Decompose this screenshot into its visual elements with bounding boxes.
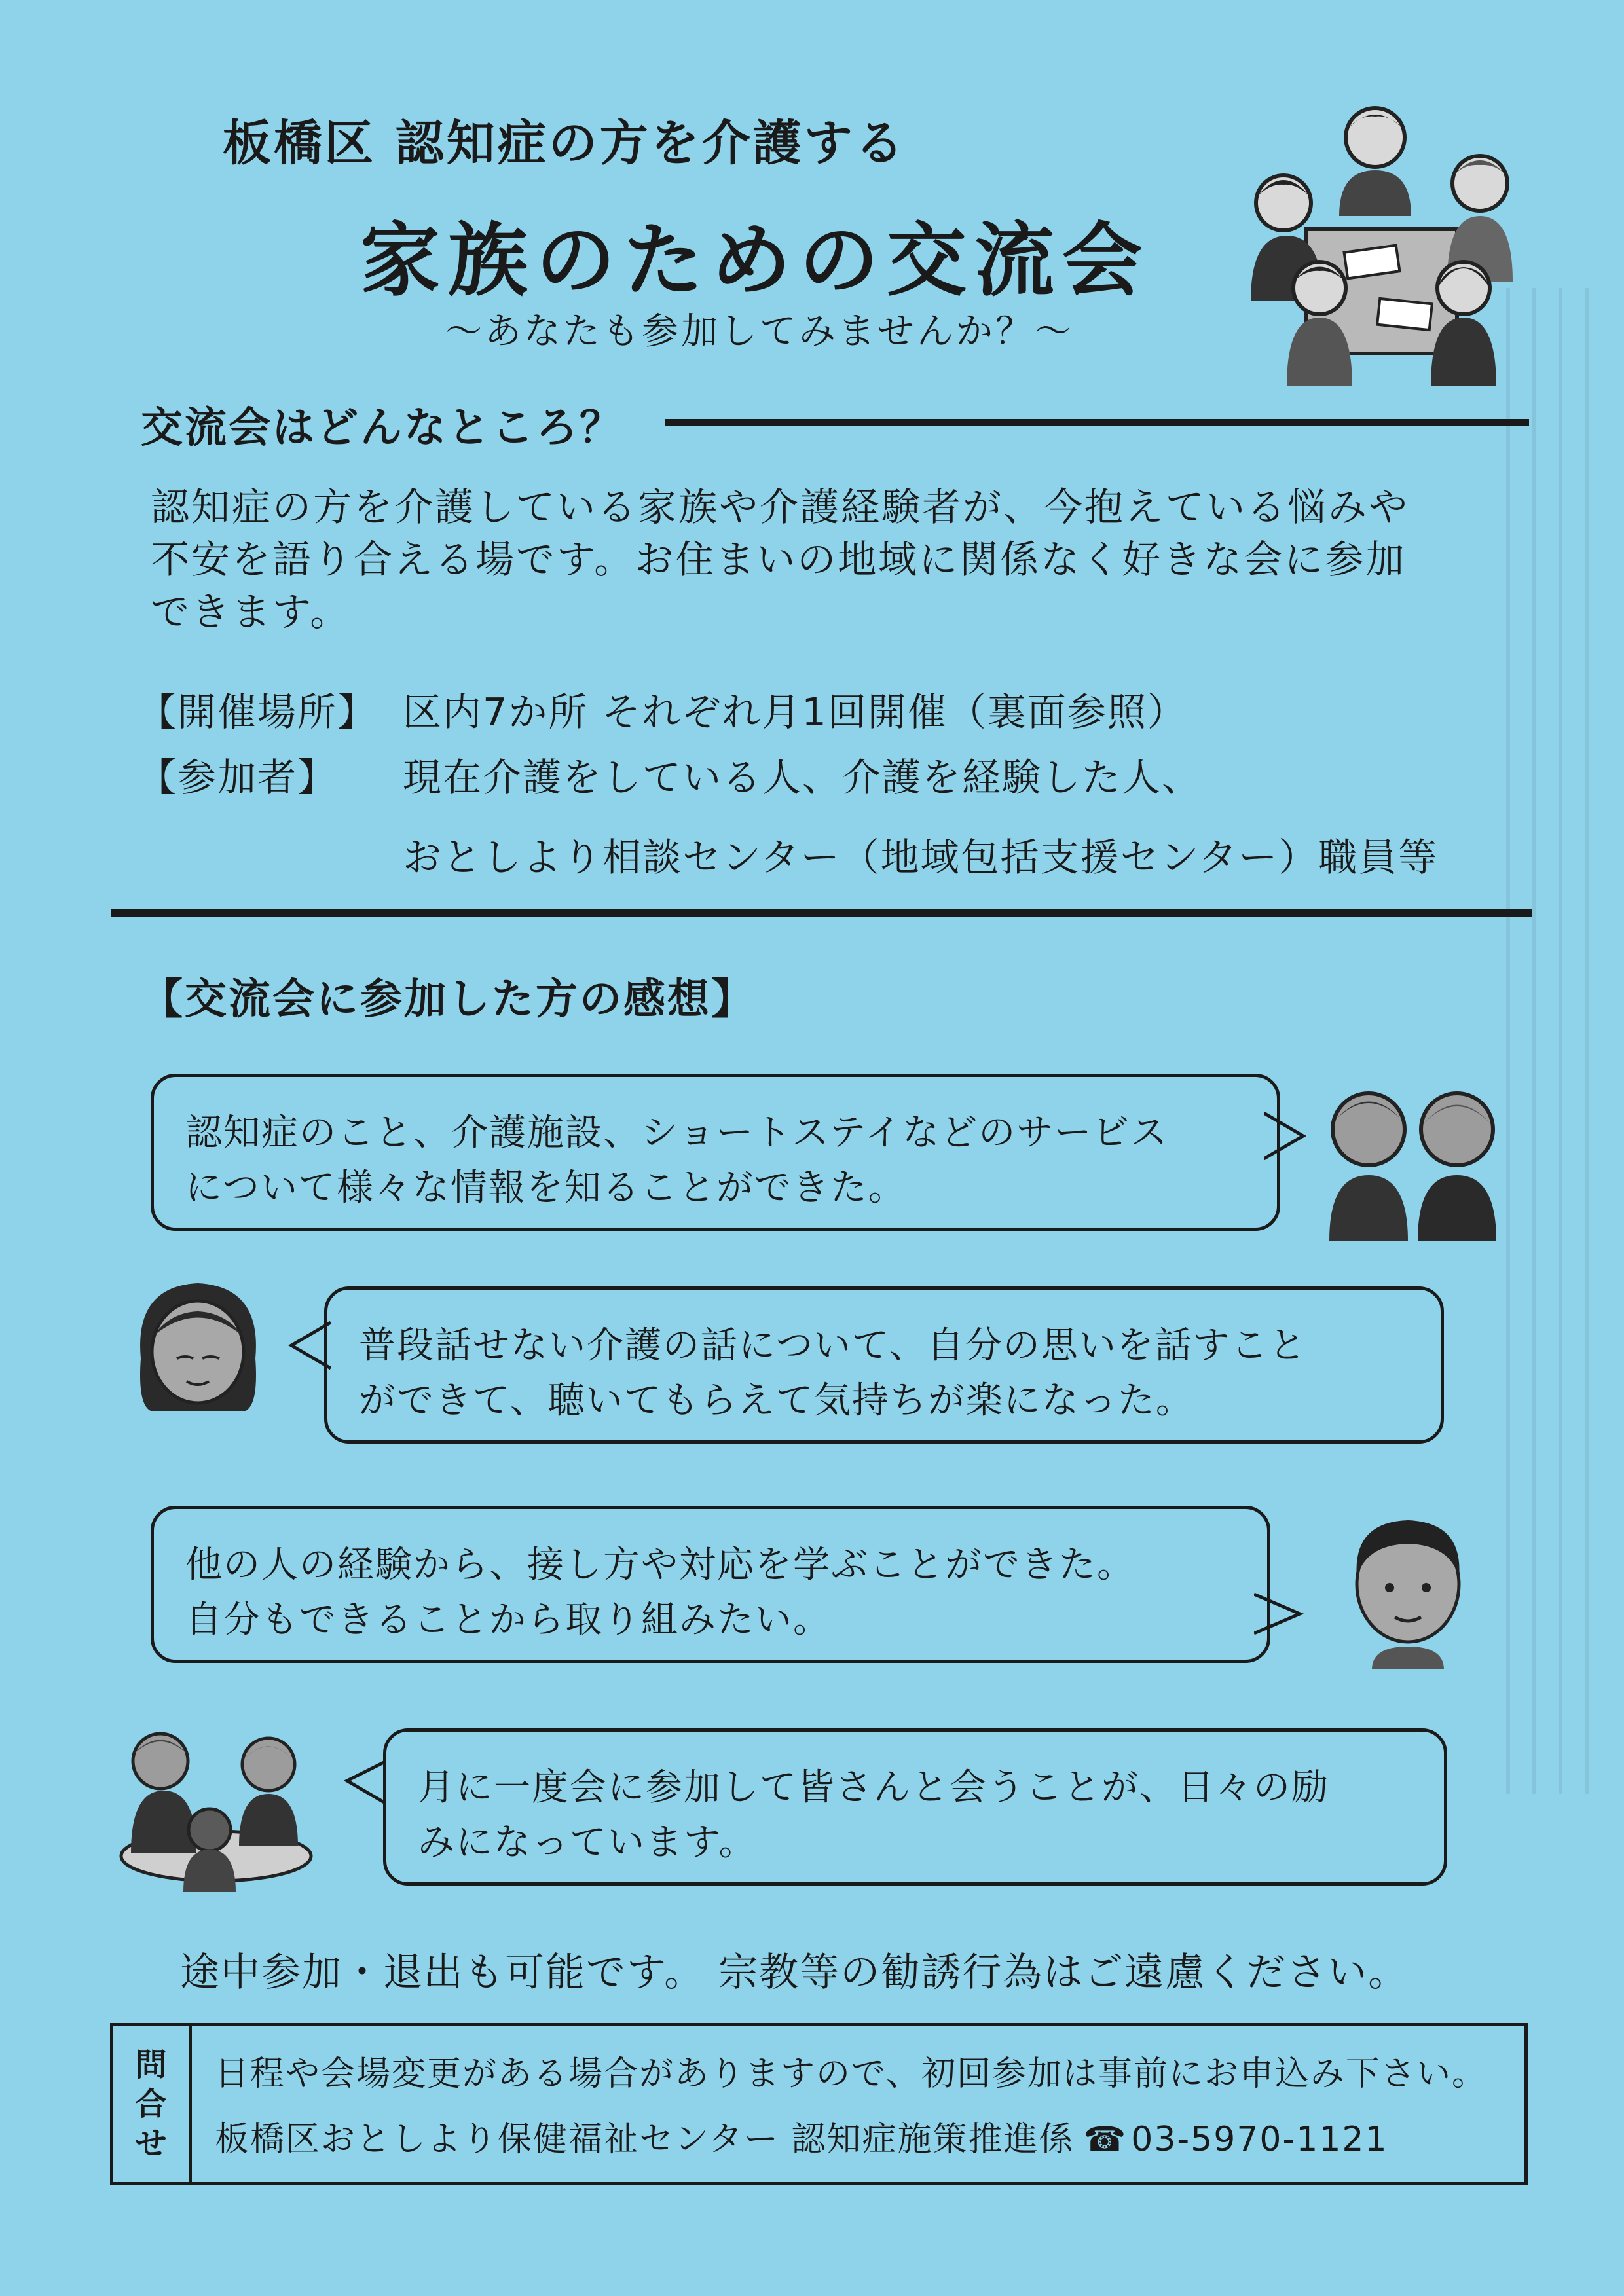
location-value: 区内7か所 それぞれ月1回開催（裏面参照） [403, 689, 1187, 735]
tagline: ～あなたも参加してみませんか？～ [445, 310, 1074, 353]
contact-label-char: 合 [135, 2086, 167, 2123]
heading-rule [665, 419, 1529, 426]
page-title: 家族のための交流会 [360, 214, 1150, 307]
participation-note: 途中参加・退出も可能です。 宗教等の勧誘行為はご遠慮ください。 [180, 1950, 1409, 1995]
participants-line-2: おとしより相談センター（地域包括支援センター）職員等 [403, 835, 1439, 880]
bubble-tail [341, 1755, 386, 1813]
back-page-bleed-through [1506, 288, 1604, 1794]
intro-line: できます。 [151, 589, 351, 634]
comment-line: 自分もできることから取り組みたい。 [185, 1599, 831, 1641]
phone-icon: ☎ [1083, 2120, 1128, 2159]
comment-bubble-4 [383, 1728, 1447, 1886]
intro-line: 不安を語り合える場です。お住まいの地域に関係なく好きな会に参加 [151, 537, 1407, 582]
people-at-table-illustration [115, 1715, 318, 1892]
contact-label-char: せ [135, 2125, 167, 2162]
voices-heading: 【交流会に参加した方の感想】 [141, 975, 755, 1024]
comment-bubble-2 [324, 1286, 1444, 1444]
comment-text [418, 1760, 1424, 1870]
contact-box [110, 2023, 1528, 2185]
contact-label [113, 2026, 192, 2182]
comment-line: 他の人の経験から、接し方や対応を学ぶことができた。 [185, 1544, 1135, 1586]
intro-line: 認知症の方を介護している家族や介護経験者が、今抱えている悩みや [151, 484, 1410, 530]
bubble-tail [285, 1316, 331, 1375]
contact-org-line [215, 2111, 1388, 2160]
woman-illustration [128, 1273, 268, 1430]
intro-paragraph [151, 481, 1513, 638]
comment-text [359, 1319, 1421, 1429]
comment-line: 普段話せない介護の話について、自分の思いを話すこと [359, 1324, 1307, 1367]
comment-text [185, 1538, 1247, 1648]
about-heading: 交流会はどんなところ？ [141, 404, 623, 452]
comment-line: 月に一度会に参加して皆さんと会うことが、日々の励 [418, 1766, 1329, 1809]
comment-line: について様々な情報を知ることができた。 [185, 1167, 906, 1209]
contact-notice: 日程や会場変更がある場合がありますので、初回参加は事前にお申込み下さい。 [215, 2054, 1487, 2094]
comment-bubble-3 [151, 1506, 1270, 1663]
bubble-tail [1264, 1106, 1310, 1165]
person-top [1339, 108, 1411, 216]
comment-text [185, 1106, 1257, 1216]
comment-bubble-1 [151, 1074, 1280, 1231]
bubble-tail [1254, 1588, 1306, 1640]
contact-label-char: 問 [135, 2047, 167, 2083]
section-divider [111, 909, 1532, 917]
group-meeting-illustration [1247, 92, 1522, 393]
two-elderly-men-illustration [1326, 1084, 1503, 1241]
header-subtitle: 板橋区 認知症の方を介護する [223, 115, 906, 172]
comment-line: 認知症のこと、介護施設、ショートステイなどのサービス [185, 1112, 1169, 1154]
comment-line: みになっています。 [418, 1821, 757, 1864]
comment-line: ができて、聴いてもらえて気持ちが楽になった。 [359, 1379, 1194, 1422]
contact-organization: 板橋区おとしより保健福祉センター 認知症施策推進係 [215, 2120, 1075, 2159]
location-label: 【開催場所】 [138, 689, 378, 735]
participants-label: 【参加者】 [138, 755, 338, 800]
man-illustration [1342, 1512, 1473, 1669]
contact-phone: 03-5970-1121 [1131, 2120, 1388, 2159]
participants-line-1: 現在介護をしている人、介護を経験した人、 [403, 755, 1202, 800]
